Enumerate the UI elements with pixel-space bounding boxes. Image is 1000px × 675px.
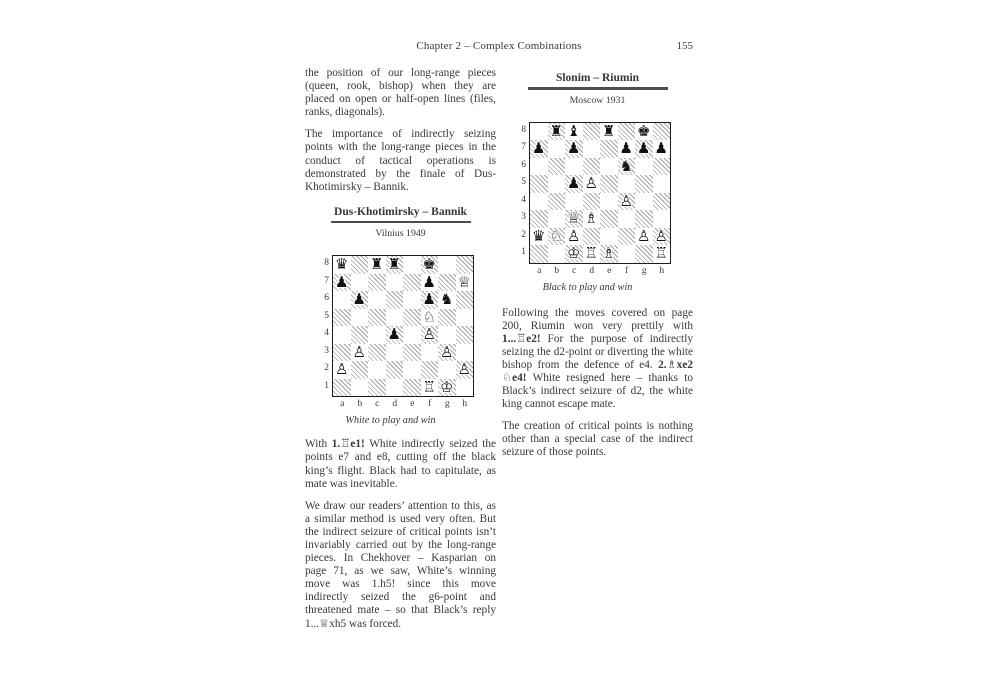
board-square: [583, 140, 601, 158]
board-square: [530, 123, 548, 141]
game-title: Dus-Khotimirsky – Bannik: [334, 205, 467, 218]
white-bishop-piece: ♗: [584, 210, 598, 227]
board-square: [583, 245, 601, 263]
board-square: [530, 193, 548, 211]
board-square: [600, 245, 618, 263]
rank-label: 3: [521, 212, 526, 222]
board-square: [333, 361, 351, 379]
board-square: [438, 344, 456, 362]
paragraph: [305, 438, 496, 490]
board-square: [565, 245, 583, 263]
file-label: f: [625, 265, 629, 276]
rank-label: 1: [521, 247, 526, 257]
white-king-piece: ♔: [567, 245, 581, 262]
board-square: [403, 256, 421, 274]
file-label: b: [554, 265, 560, 276]
board-square: [456, 309, 474, 327]
file-label: a: [340, 399, 345, 410]
board-square: [600, 210, 618, 228]
board-square: [600, 175, 618, 193]
board-square: [438, 291, 456, 309]
board-square: [403, 379, 421, 397]
file-label: g: [641, 265, 647, 276]
board-square: [583, 193, 601, 211]
board-square: [386, 291, 404, 309]
rank-label: 2: [521, 229, 526, 240]
board-square: [653, 158, 671, 176]
board-square: [421, 361, 439, 379]
board-square: [635, 123, 653, 141]
white-pawn-piece: ♙: [567, 227, 581, 245]
board-square: [653, 140, 671, 158]
black-king-piece: ♚: [422, 256, 436, 274]
board-square: [368, 361, 386, 379]
white-pawn-piece: ♙: [422, 326, 436, 344]
board-square: [548, 175, 566, 193]
black-rook-piece: ♜: [549, 122, 563, 140]
board-square: [635, 140, 653, 158]
board-square: [583, 123, 601, 141]
board-square: [565, 228, 583, 246]
text-run: For the purpose of indirectly seizing the d2-point or diverting the white bishop from the defence of e4.: [502, 332, 693, 371]
file-label: c: [572, 265, 577, 276]
board-square: [351, 361, 369, 379]
board-square: [530, 140, 548, 158]
board-square: [456, 256, 474, 274]
paragraph: We draw our readers’ attention to this, as a similar method is used very often. But the indirect seizure of critical points isn’t invariably carried out by the long-range pieces. In Chekhover – Kasparian on page 71, as we saw, White’s winning move was 1.h5! since this move indirectly seized the g6-point and threatened mate – so that Black’s reply 1...♕xh5 was forced.: [305, 499, 496, 630]
text-run: White indirectly seized the points e7 and e8, cutting off the black king’s flight. Black had to capitulate, as mate was inevitable.: [305, 438, 496, 490]
game-header: [502, 72, 693, 106]
board-square: [368, 379, 386, 397]
rank-label: 5: [324, 310, 329, 321]
white-pawn-piece: ♙: [335, 361, 349, 379]
black-rook-piece: ♜: [387, 256, 401, 274]
black-knight-piece: ♞: [619, 157, 633, 175]
board-square: [368, 309, 386, 327]
board-with-rank-labels: [515, 122, 693, 264]
board-square: [600, 123, 618, 141]
white-pawn-piece: ♙: [352, 343, 366, 361]
board-square: [653, 210, 671, 228]
board-square: [438, 309, 456, 327]
board-square: [653, 193, 671, 211]
board-square: [635, 193, 653, 211]
board-square: [421, 291, 439, 309]
black-pawn-piece: ♟: [619, 140, 633, 157]
board-square: [351, 379, 369, 397]
black-pawn-piece: ♟: [567, 175, 581, 192]
board-square: [333, 256, 351, 274]
board-square: [351, 309, 369, 327]
white-rook-piece: ♖: [422, 378, 436, 396]
white-king-piece: ♔: [440, 378, 454, 396]
black-bishop-piece: ♝: [567, 122, 581, 140]
board-square: [333, 326, 351, 344]
board-square: [421, 309, 439, 327]
board-square: [456, 379, 474, 397]
board-square: [456, 326, 474, 344]
game-venue: Vilnius 1949: [375, 228, 426, 240]
file-label: e: [410, 399, 415, 410]
rank-label: 6: [521, 159, 526, 170]
board-square: [530, 245, 548, 263]
white-bishop-piece: ♗: [602, 245, 616, 262]
board-square: [618, 158, 636, 176]
board-square: [600, 140, 618, 158]
board-square: [618, 228, 636, 246]
board-square: [351, 344, 369, 362]
white-knight-piece: ♘: [549, 227, 563, 245]
file-label: h: [659, 265, 665, 276]
board-square: [456, 361, 474, 379]
white-queen-piece: ♕: [567, 210, 581, 227]
board-square: [403, 361, 421, 379]
black-pawn-piece: ♟: [637, 140, 651, 157]
rank-label: 7: [324, 275, 329, 286]
black-rook-piece: ♜: [370, 256, 384, 274]
board-square: [368, 344, 386, 362]
board-square: [421, 344, 439, 362]
rank-label: 5: [521, 177, 526, 187]
board-square: [635, 158, 653, 176]
board-square: [438, 361, 456, 379]
chess-diagram: [515, 122, 693, 276]
board-square: [548, 228, 566, 246]
board-with-rank-labels: [318, 255, 496, 397]
board-square: [600, 158, 618, 176]
black-pawn-piece: ♟: [422, 273, 436, 291]
file-labels: [531, 266, 694, 276]
file-label: h: [462, 399, 468, 410]
board-square: [438, 326, 456, 344]
board-square: [618, 123, 636, 141]
diagram-caption: White to play and win: [345, 415, 436, 427]
white-queen-piece: ♕: [457, 273, 471, 291]
rank-label: 7: [521, 142, 526, 152]
rank-labels: [318, 255, 329, 395]
chess-board: [332, 255, 474, 397]
board-square: [635, 210, 653, 228]
board-square: [548, 193, 566, 211]
black-queen-piece: ♛: [532, 227, 546, 245]
text-run: Following the moves covered on page 200, Riumin won very prettily with: [502, 306, 693, 332]
board-square: [548, 245, 566, 263]
board-square: [403, 344, 421, 362]
rank-label: 1: [324, 380, 329, 391]
white-rook-piece: ♖: [654, 245, 668, 262]
rank-label: 8: [521, 124, 526, 135]
file-label: f: [428, 399, 432, 410]
game-venue: Moscow 1931: [569, 94, 626, 106]
board-square: [403, 309, 421, 327]
rank-label: 6: [324, 293, 329, 304]
board-square: [456, 344, 474, 362]
board-square: [618, 245, 636, 263]
board-square: [351, 256, 369, 274]
rank-labels: [515, 122, 526, 262]
board-square: [403, 326, 421, 344]
board-square: [583, 228, 601, 246]
black-pawn-piece: ♟: [654, 140, 668, 157]
board-square: [333, 379, 351, 397]
board-square: [583, 175, 601, 193]
paragraph: [502, 307, 693, 412]
board-square: [530, 228, 548, 246]
black-rook-piece: ♜: [602, 122, 616, 140]
board-square: [653, 245, 671, 263]
white-pawn-piece: ♙: [619, 192, 633, 210]
board-square: [618, 193, 636, 211]
header-rule: [331, 221, 471, 224]
header-rule: [528, 87, 668, 90]
black-pawn-piece: ♟: [567, 140, 581, 157]
board-square: [653, 228, 671, 246]
board-square: [600, 228, 618, 246]
board-square: [386, 344, 404, 362]
black-pawn-piece: ♟: [422, 291, 436, 309]
board-square: [565, 140, 583, 158]
paragraph: The creation of critical points is nothing other than a special case of the indirect seizure of those points.: [502, 420, 693, 459]
white-pawn-piece: ♙: [457, 361, 471, 379]
black-pawn-piece: ♟: [387, 326, 401, 344]
board-square: [368, 291, 386, 309]
file-label: d: [589, 265, 595, 276]
game-title: Slonim – Riumin: [555, 72, 640, 84]
board-square: [583, 210, 601, 228]
white-pawn-piece: ♙: [654, 227, 668, 245]
board-square: [368, 274, 386, 292]
board-square: [351, 274, 369, 292]
file-label: g: [444, 399, 450, 410]
file-label: d: [392, 399, 398, 410]
board-square: [565, 175, 583, 193]
chess-board: [529, 122, 671, 264]
white-pawn-piece: ♙: [584, 175, 598, 192]
board-square: [548, 123, 566, 141]
board-square: [421, 326, 439, 344]
file-label: e: [607, 265, 612, 276]
black-knight-piece: ♞: [440, 291, 454, 309]
black-pawn-piece: ♟: [352, 291, 366, 309]
paragraph: The importance of indirectly seizing points with the long-range pieces in the conduct of tactical operations is demonstrated by the finale of Dus-Khotimirsky – Bannik.: [305, 128, 496, 193]
page-number: 155: [676, 40, 693, 52]
board-square: [653, 123, 671, 141]
board-square: [351, 291, 369, 309]
white-knight-piece: ♘: [422, 308, 436, 326]
board-square: [635, 175, 653, 193]
board-square: [530, 175, 548, 193]
board-square: [438, 274, 456, 292]
board-square: [386, 256, 404, 274]
move-notation: 1.♖e1!: [331, 438, 365, 451]
black-king-piece: ♚: [637, 122, 651, 140]
board-square: [600, 193, 618, 211]
rank-label: 8: [324, 258, 329, 269]
board-square: [565, 210, 583, 228]
black-queen-piece: ♛: [335, 256, 349, 274]
file-label: c: [375, 399, 380, 410]
left-column: [305, 67, 496, 631]
black-pawn-piece: ♟: [335, 273, 349, 291]
text-run: With: [305, 438, 332, 451]
chess-diagram: [318, 255, 496, 409]
board-square: [565, 158, 583, 176]
board-square: [368, 326, 386, 344]
board-square: [653, 175, 671, 193]
board-square: [421, 256, 439, 274]
game-header: [305, 206, 496, 240]
board-square: [386, 309, 404, 327]
file-labels: [334, 399, 497, 409]
board-square: [548, 210, 566, 228]
board-square: [421, 274, 439, 292]
board-square: [565, 123, 583, 141]
board-square: [583, 158, 601, 176]
board-square: [421, 379, 439, 397]
black-pawn-piece: ♟: [532, 140, 546, 157]
board-square: [456, 274, 474, 292]
board-square: [386, 361, 404, 379]
board-square: [565, 193, 583, 211]
board-square: [386, 274, 404, 292]
board-square: [333, 274, 351, 292]
board-square: [618, 140, 636, 158]
move-notation: 2.♗xe2 ♘e4!: [502, 358, 693, 384]
board-square: [548, 140, 566, 158]
board-square: [368, 256, 386, 274]
rank-label: 4: [324, 328, 329, 339]
board-square: [618, 210, 636, 228]
board-square: [635, 228, 653, 246]
file-label: b: [357, 399, 363, 410]
board-square: [333, 291, 351, 309]
board-square: [635, 245, 653, 263]
paragraph: the position of our long-range pieces (queen, rook, bishop) when they are placed on open or half-open lines (files, ranks, diagonals).: [305, 67, 496, 119]
board-square: [618, 175, 636, 193]
board-square: [333, 309, 351, 327]
board-square: [333, 344, 351, 362]
board-square: [548, 158, 566, 176]
board-square: [456, 291, 474, 309]
rank-label: 2: [324, 363, 329, 374]
board-square: [403, 274, 421, 292]
board-square: [530, 158, 548, 176]
diagram-caption: Black to play and win: [542, 281, 633, 293]
text-run: White resigned here – thanks to Black’s indirect seizure of d2, the white king cannot escape mate.: [502, 371, 693, 411]
board-square: [403, 291, 421, 309]
board-square: [438, 256, 456, 274]
right-column: [502, 72, 693, 460]
white-pawn-piece: ♙: [637, 227, 651, 245]
white-pawn-piece: ♙: [440, 343, 454, 361]
file-label: a: [537, 265, 542, 276]
move-notation: 1...♖e2!: [502, 332, 541, 345]
board-square: [530, 210, 548, 228]
running-header: Chapter 2 – Complex Combinations: [416, 40, 582, 52]
board-square: [351, 326, 369, 344]
rank-label: 3: [324, 345, 329, 356]
board-square: [438, 379, 456, 397]
rank-label: 4: [521, 194, 526, 205]
board-square: [386, 326, 404, 344]
board-square: [386, 379, 404, 397]
white-rook-piece: ♖: [584, 245, 598, 262]
